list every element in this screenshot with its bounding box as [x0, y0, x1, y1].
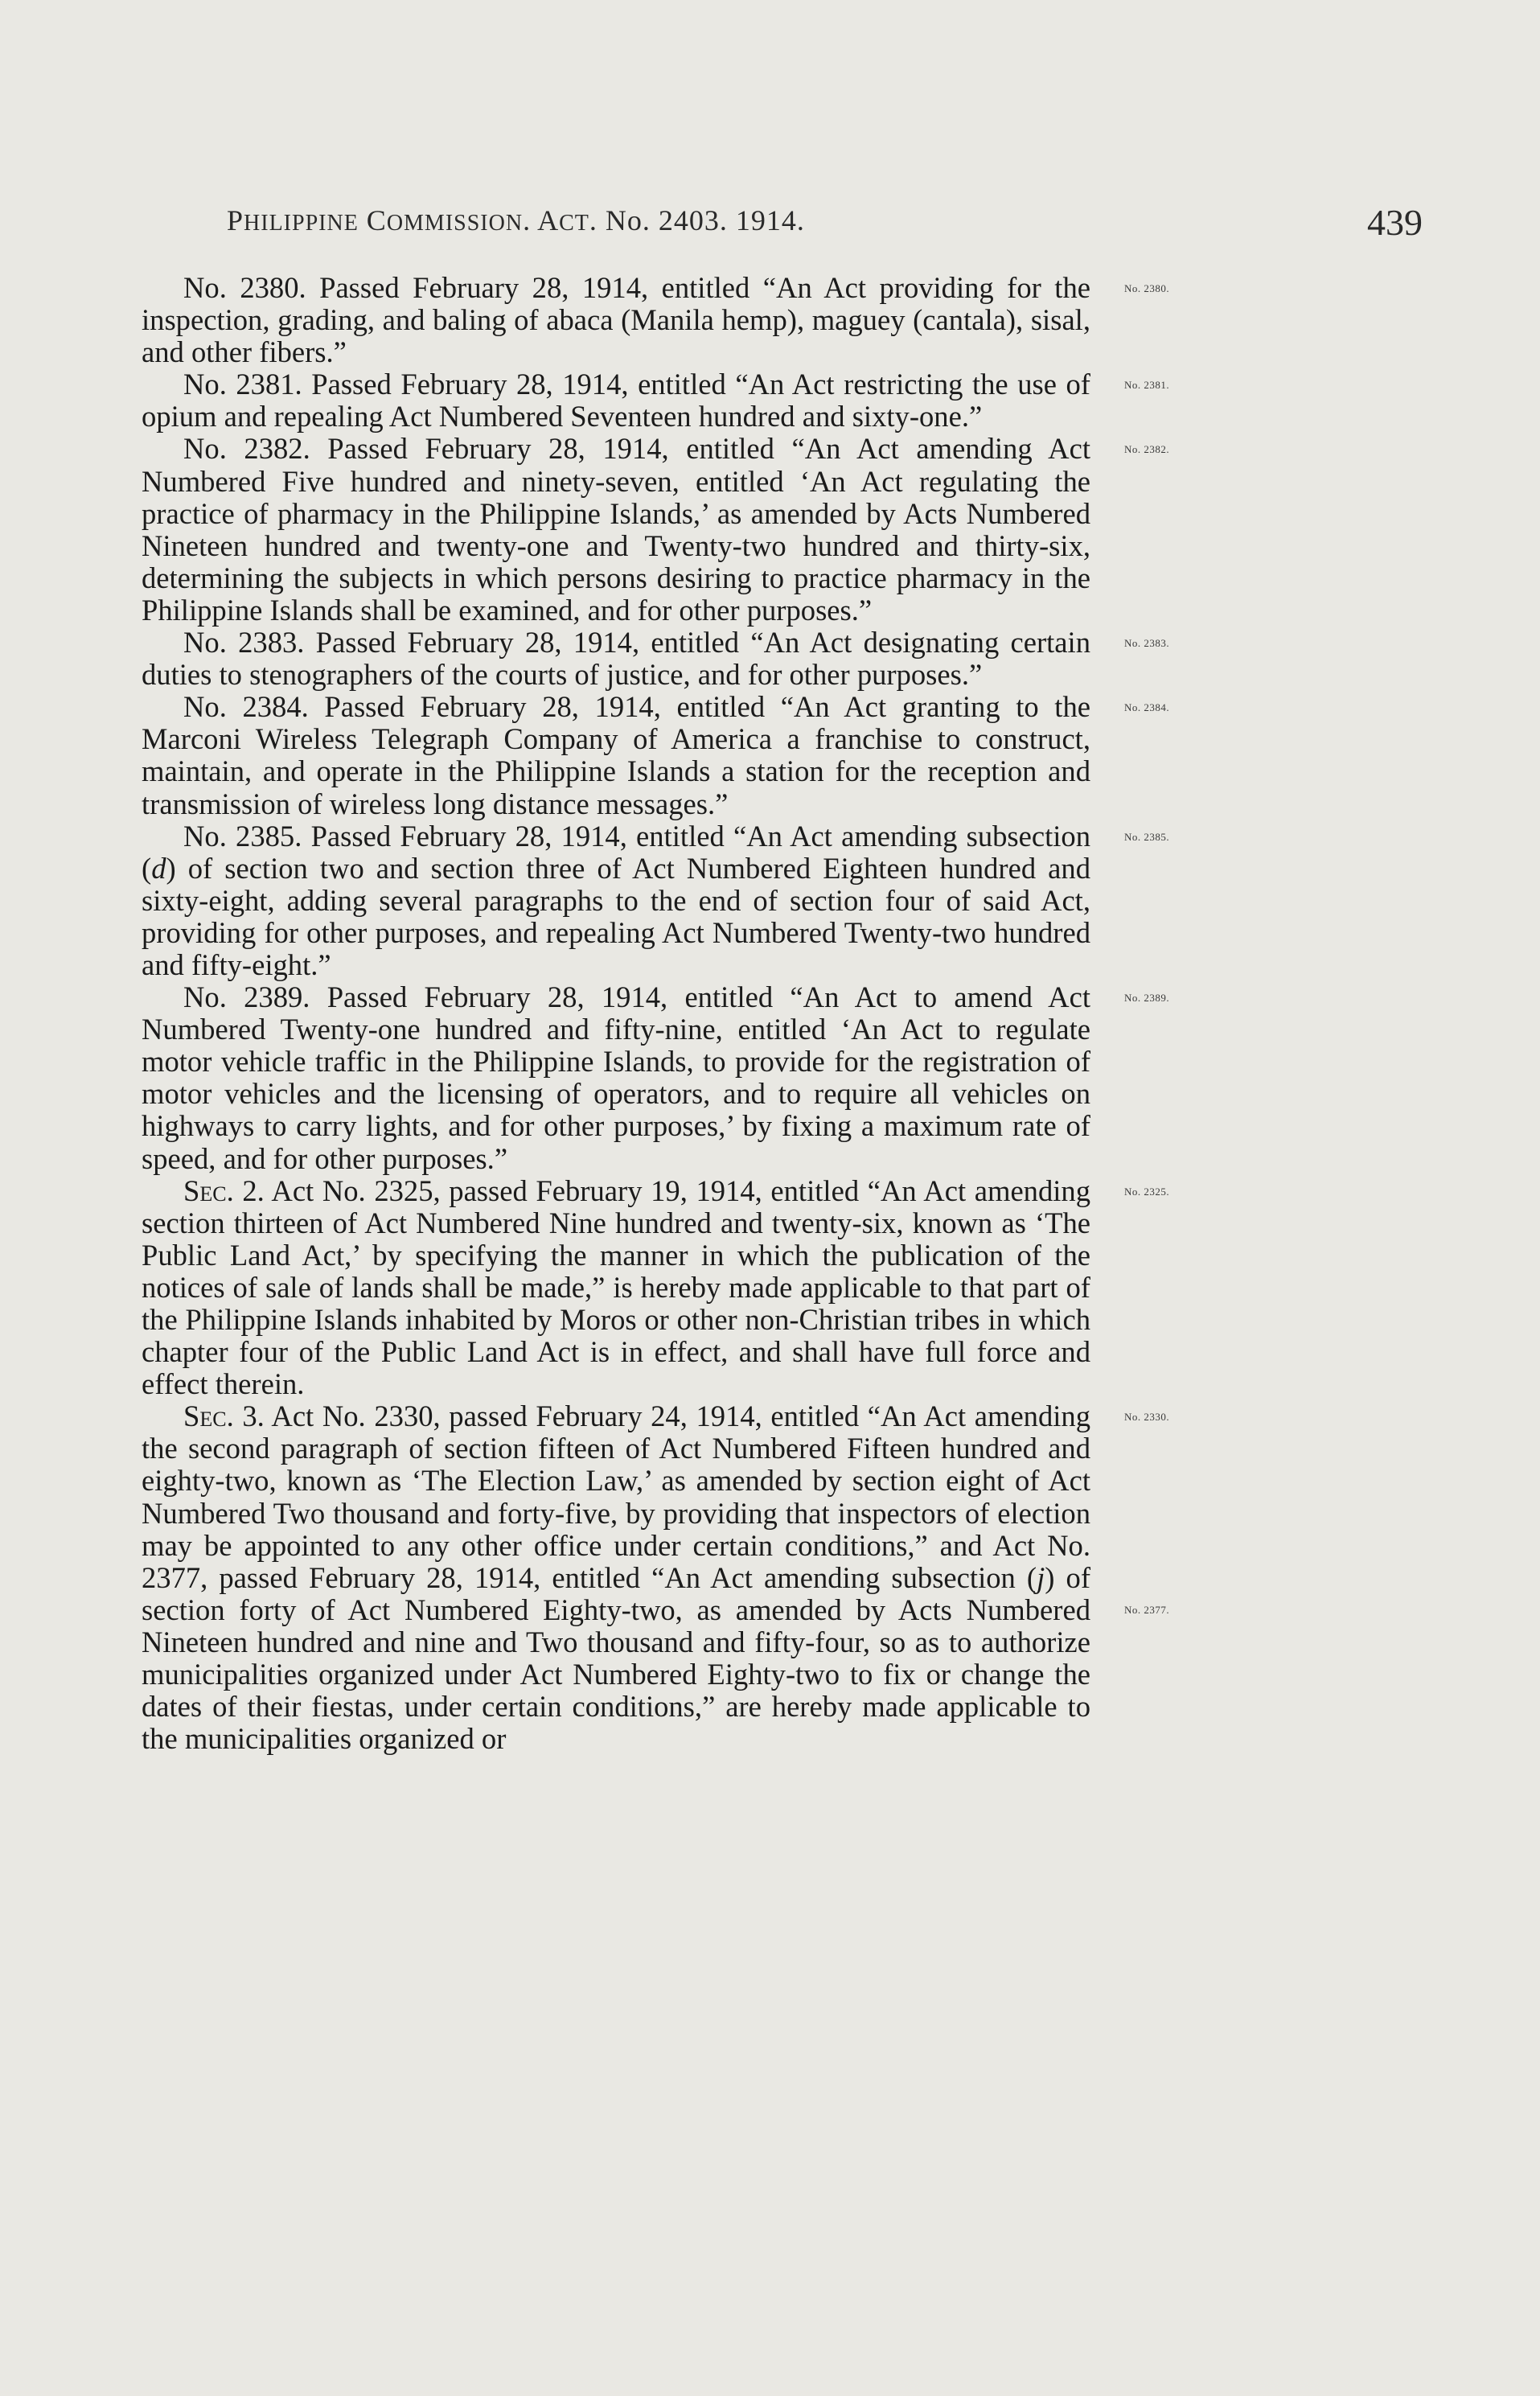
section-label: Sec. — [183, 1399, 234, 1433]
paragraph-act-2382 — [142, 432, 1170, 627]
paragraph-text: No. 2380. Passed February 28, 1914, entitled “An Act providing for the inspection, grading, and baling of abaca (Manila hemp), maguey (cantala), sisal, and other fibers.” — [142, 271, 1090, 369]
running-head-part1-initial: P — [227, 204, 244, 236]
section-label: Sec. — [183, 1173, 234, 1207]
running-head-separator: . — [523, 204, 538, 236]
margin-note: No. 2330. — [1124, 1411, 1170, 1424]
margin-note: No. 2385. — [1124, 830, 1170, 843]
margin-note: No. 2380. — [1124, 282, 1170, 294]
margin-note: No. 2384. — [1124, 701, 1170, 714]
paragraph-text: No. 2389. Passed February 28, 1914, entitled “An Act to amend Act Numbered Twenty-one hundred and fifty-nine, entitled ‘An Act to regulate motor vehicle traffic in the Philippine Islands, to provide for the registration of motor vehicles and the licensing of operators, and to require all vehicles on highways to carry lights, and for other purposes,’ by fixing a maximum rate of speed, and for other purposes.” — [142, 980, 1090, 1175]
paragraph-act-2389 — [142, 980, 1170, 1175]
paragraph-text-start: No. 2385. Passed February 28, 1914, entitled “An Act amending subsection ( — [142, 819, 1090, 885]
subsection-letter: j — [1037, 1560, 1045, 1594]
subsection-letter: d — [151, 851, 166, 885]
margin-note: No. 2389. — [1124, 992, 1170, 1005]
running-head-part2-rest: OMMISSION — [386, 211, 524, 236]
paragraph-act-2385 — [142, 819, 1170, 981]
paragraph-act-2380 — [142, 271, 1170, 369]
margin-note: No. 2382. — [1124, 443, 1170, 456]
paragraph-text: No. 2383. Passed February 28, 1914, entitled “An Act designating certain duties to stenographers of the courts of justice, and for other purposes.” — [142, 626, 1090, 692]
margin-note: No. 2381. — [1124, 379, 1170, 392]
page-number: 439 — [1367, 202, 1423, 243]
paragraph-act-2381 — [142, 368, 1170, 434]
paragraph-text-start: 3. Act No. 2330, passed February 24, 1914, entitled “An Act amending the second paragraph of section fifteen of Act Numbered Fifteen hundred and eighty-two, known as ‘The Election Law,’ as amended by section eight of Act Numbered Two thousand and forty-five, by providing that inspectors of election may be appointed to any other office under certain conditions,” and Act No. 2377, passed February 28, 1914, entitled “An Act amending subsection ( — [142, 1399, 1090, 1594]
running-head-part2-initial: C — [366, 204, 387, 236]
margin-note-secondary: No. 2377. — [1124, 1604, 1170, 1617]
paragraph-act-2384 — [142, 690, 1170, 820]
paragraph-text: No. 2382. Passed February 28, 1914, entitled “An Act amending Act Numbered Five hundred and ninety-seven, entitled ‘An Act regulating the practice of pharmacy in the Philippine Islands,’ as amended by Acts Numbered Nineteen hundred and twenty-one and Twenty-two hundred and thirty-six, determining the subjects in which persons desiring to practice pharmacy in the Philippine Islands shall be examined, and for other purposes.” — [142, 432, 1090, 627]
paragraph-text: No. 2381. Passed February 28, 1914, entitled “An Act restricting the use of opium and repealing Act Numbered Seventeen hundred and sixty-one.” — [142, 368, 1090, 434]
paragraph-text-end: ) of section two and section three of Act Numbered Eighteen hundred and sixty-eight, adding several paragraphs to the end of section four of said Act, providing for other purposes, and repealing Act Numbered Twenty-two hundred and fifty-eight.” — [142, 851, 1090, 981]
document-body — [142, 271, 1170, 1756]
running-head-part3-rest: CT — [559, 211, 589, 236]
running-head-part1-rest: HILIPPINE — [244, 211, 359, 236]
paragraph-section-2 — [142, 1173, 1170, 1401]
paragraph-act-2383 — [142, 626, 1170, 692]
running-head-tail: . No. 2403. 1914. — [589, 204, 805, 236]
margin-note: No. 2325. — [1124, 1185, 1170, 1198]
paragraph-text-end: ) of section forty of Act Numbered Eighty-two, as amended by Acts Numbered Nineteen hundred and nine and Two thousand and fifty-four, so as to authorize municipalities organized under Act Numbered Eighty-two to fix or change the dates of their fiestas, under certain conditions,” are hereby made applicable to the municipalities organized or — [142, 1560, 1091, 1756]
running-head — [227, 203, 1071, 237]
paragraph-text: No. 2384. Passed February 28, 1914, entitled “An Act granting to the Marconi Wireless Telegraph Company of America a franchise to construct, maintain, and operate in the Philippine Islands a station for the reception and transmission of wireless long distance messages.” — [142, 690, 1090, 820]
paragraph-section-3 — [142, 1399, 1170, 1756]
running-head-part3-initial: A — [537, 204, 560, 236]
margin-note: No. 2383. — [1124, 637, 1170, 650]
paragraph-text: 2. Act No. 2325, passed February 19, 1914, entitled “An Act amending section thirteen of Act Numbered Nine hundred and twenty-six, known as ‘The Public Land Act,’ by specifying the manner in which the publication of the notices of sale of lands shall be made,” is hereby made applicable to that part of the Philippine Islands inhabited by Moros or other non-Christian tribes in which chapter four of the Public Land Act is in effect, and shall have full force and effect therein. — [142, 1173, 1090, 1401]
